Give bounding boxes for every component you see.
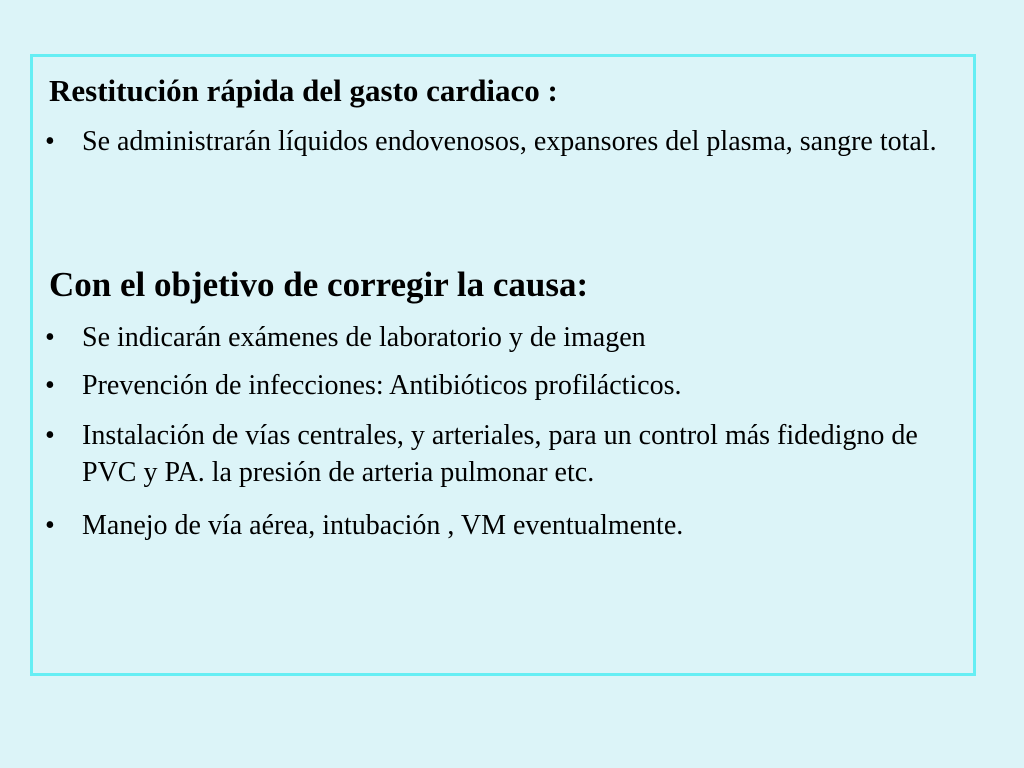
bullet-icon: • — [45, 420, 55, 451]
bullet-text: Instalación de vías centrales, y arteriales, para un control más fidedigno de PVC y PA. la presión de arteria pulmonar etc. — [82, 420, 918, 488]
bullet-item-infecciones — [45, 367, 960, 404]
bullet-item-liquidos — [45, 123, 960, 160]
bullet-text: Prevención de infecciones: Antibióticos profilácticos. — [82, 370, 682, 401]
bullet-icon: • — [45, 126, 55, 157]
bullet-item-vias-centrales — [45, 417, 960, 491]
bullet-text: Se indicarán exámenes de laboratorio y de imagen — [82, 322, 646, 353]
bullet-text: Manejo de vía aérea, intubación , VM eventualmente. — [82, 510, 684, 541]
section-heading-objetivo: Con el objetivo de corregir la causa: — [49, 265, 589, 304]
bullet-icon: • — [45, 322, 55, 353]
slide-content-box — [30, 54, 976, 676]
bullet-icon: • — [45, 370, 55, 401]
bullet-icon: • — [45, 510, 55, 541]
bullet-item-examenes — [45, 319, 960, 356]
bullet-text: Se administrarán líquidos endovenosos, expansores del plasma, sangre total. — [82, 126, 937, 157]
section-heading-restitucion: Restitución rápida del gasto cardiaco : — [49, 73, 558, 108]
bullet-item-via-aerea — [45, 507, 960, 544]
